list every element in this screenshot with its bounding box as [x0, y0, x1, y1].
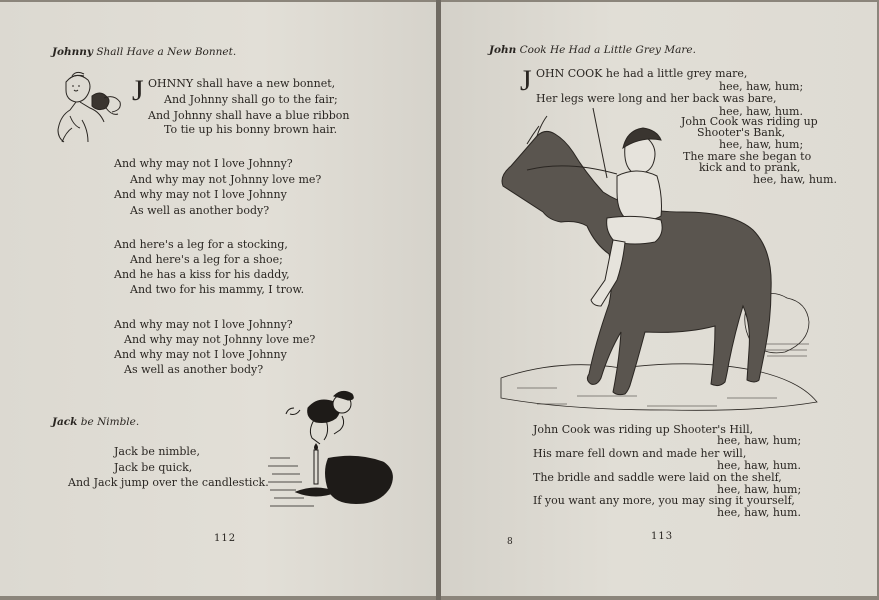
verse-line: And why may not Johnny love me?: [124, 333, 316, 346]
verse-line: hee, haw, hum.: [717, 506, 801, 519]
right-page: [441, 2, 877, 596]
verse-line: And he has a kiss for his daddy,: [114, 268, 290, 281]
verse-line: kick and to prank,: [699, 161, 801, 174]
boy-riding-grey-mare-illustration: [497, 106, 827, 422]
verse-line: Her legs were long and her back was bare,: [536, 92, 777, 105]
verse-line: If you want any more, you may sing it yourself,: [533, 494, 795, 507]
verse-line: And why may not I love Johnny?: [114, 157, 293, 170]
verse-line: And here's a leg for a shoe;: [130, 253, 283, 266]
verse-line: OHN COOK he had a little grey mare,: [536, 67, 748, 80]
poem-title-johnny: Johnny Shall Have a New Bonnet.: [52, 46, 237, 58]
page-number: 112: [214, 533, 237, 544]
verse-line: And why may not I love Johnny: [114, 188, 287, 201]
verse-line: His mare fell down and made her will,: [533, 447, 747, 460]
verse-line: OHNNY shall have a new bonnet,: [148, 77, 336, 90]
verse-line: As well as another body?: [124, 363, 264, 376]
verse-line: And Jack jump over the candlestick.: [68, 476, 269, 489]
left-page: [0, 2, 436, 596]
verse-line: John Cook was riding up: [681, 115, 818, 128]
verse-line: hee, haw, hum.: [717, 459, 801, 472]
poem-title-john-cook: John Cook He Had a Little Grey Mare.: [489, 44, 696, 56]
page-number: 113: [651, 531, 674, 542]
verse-line: And here's a leg for a stocking,: [114, 238, 288, 251]
verse-line: And why may not I love Johnny?: [114, 318, 293, 331]
jack-jumping-candlestick-illustration: [268, 388, 396, 512]
signature-mark: 8: [507, 537, 514, 547]
verse-line: hee, haw, hum;: [719, 80, 804, 93]
verse-line: And two for his mammy, I trow.: [130, 283, 305, 296]
verse-line: Shooter's Bank,: [697, 126, 786, 139]
verse-line: As well as another body?: [130, 204, 270, 217]
verse-line: hee, haw, hum;: [717, 483, 802, 496]
verse-line: hee, haw, hum.: [753, 173, 837, 186]
verse-line: The bridle and saddle were laid on the shelf,: [533, 471, 782, 484]
verse-line: hee, haw, hum;: [719, 138, 804, 151]
verse-line: hee, haw, hum.: [719, 105, 803, 118]
verse-line: To tie up his bonny brown hair.: [164, 123, 338, 136]
dropcap-j: J: [132, 74, 144, 107]
verse-line: And Johnny shall go to the fair;: [164, 93, 338, 106]
verse-line: Jack be quick,: [114, 461, 193, 474]
verse-line: hee, haw, hum;: [717, 434, 802, 447]
verse-line: And why may not Johnny love me?: [130, 173, 322, 186]
boy-with-bonnet-illustration: [48, 68, 128, 144]
verse-line: Jack be nimble,: [114, 445, 200, 458]
verse-line: And Johnny shall have a blue ribbon: [148, 109, 350, 122]
poem-title-jack: Jack be Nimble.: [52, 416, 140, 428]
verse-line: And why may not I love Johnny: [114, 348, 287, 361]
verse-line: The mare she began to: [683, 150, 812, 163]
dropcap-j: J: [520, 64, 532, 97]
verse-line: John Cook was riding up Shooter's Hill,: [533, 423, 754, 436]
